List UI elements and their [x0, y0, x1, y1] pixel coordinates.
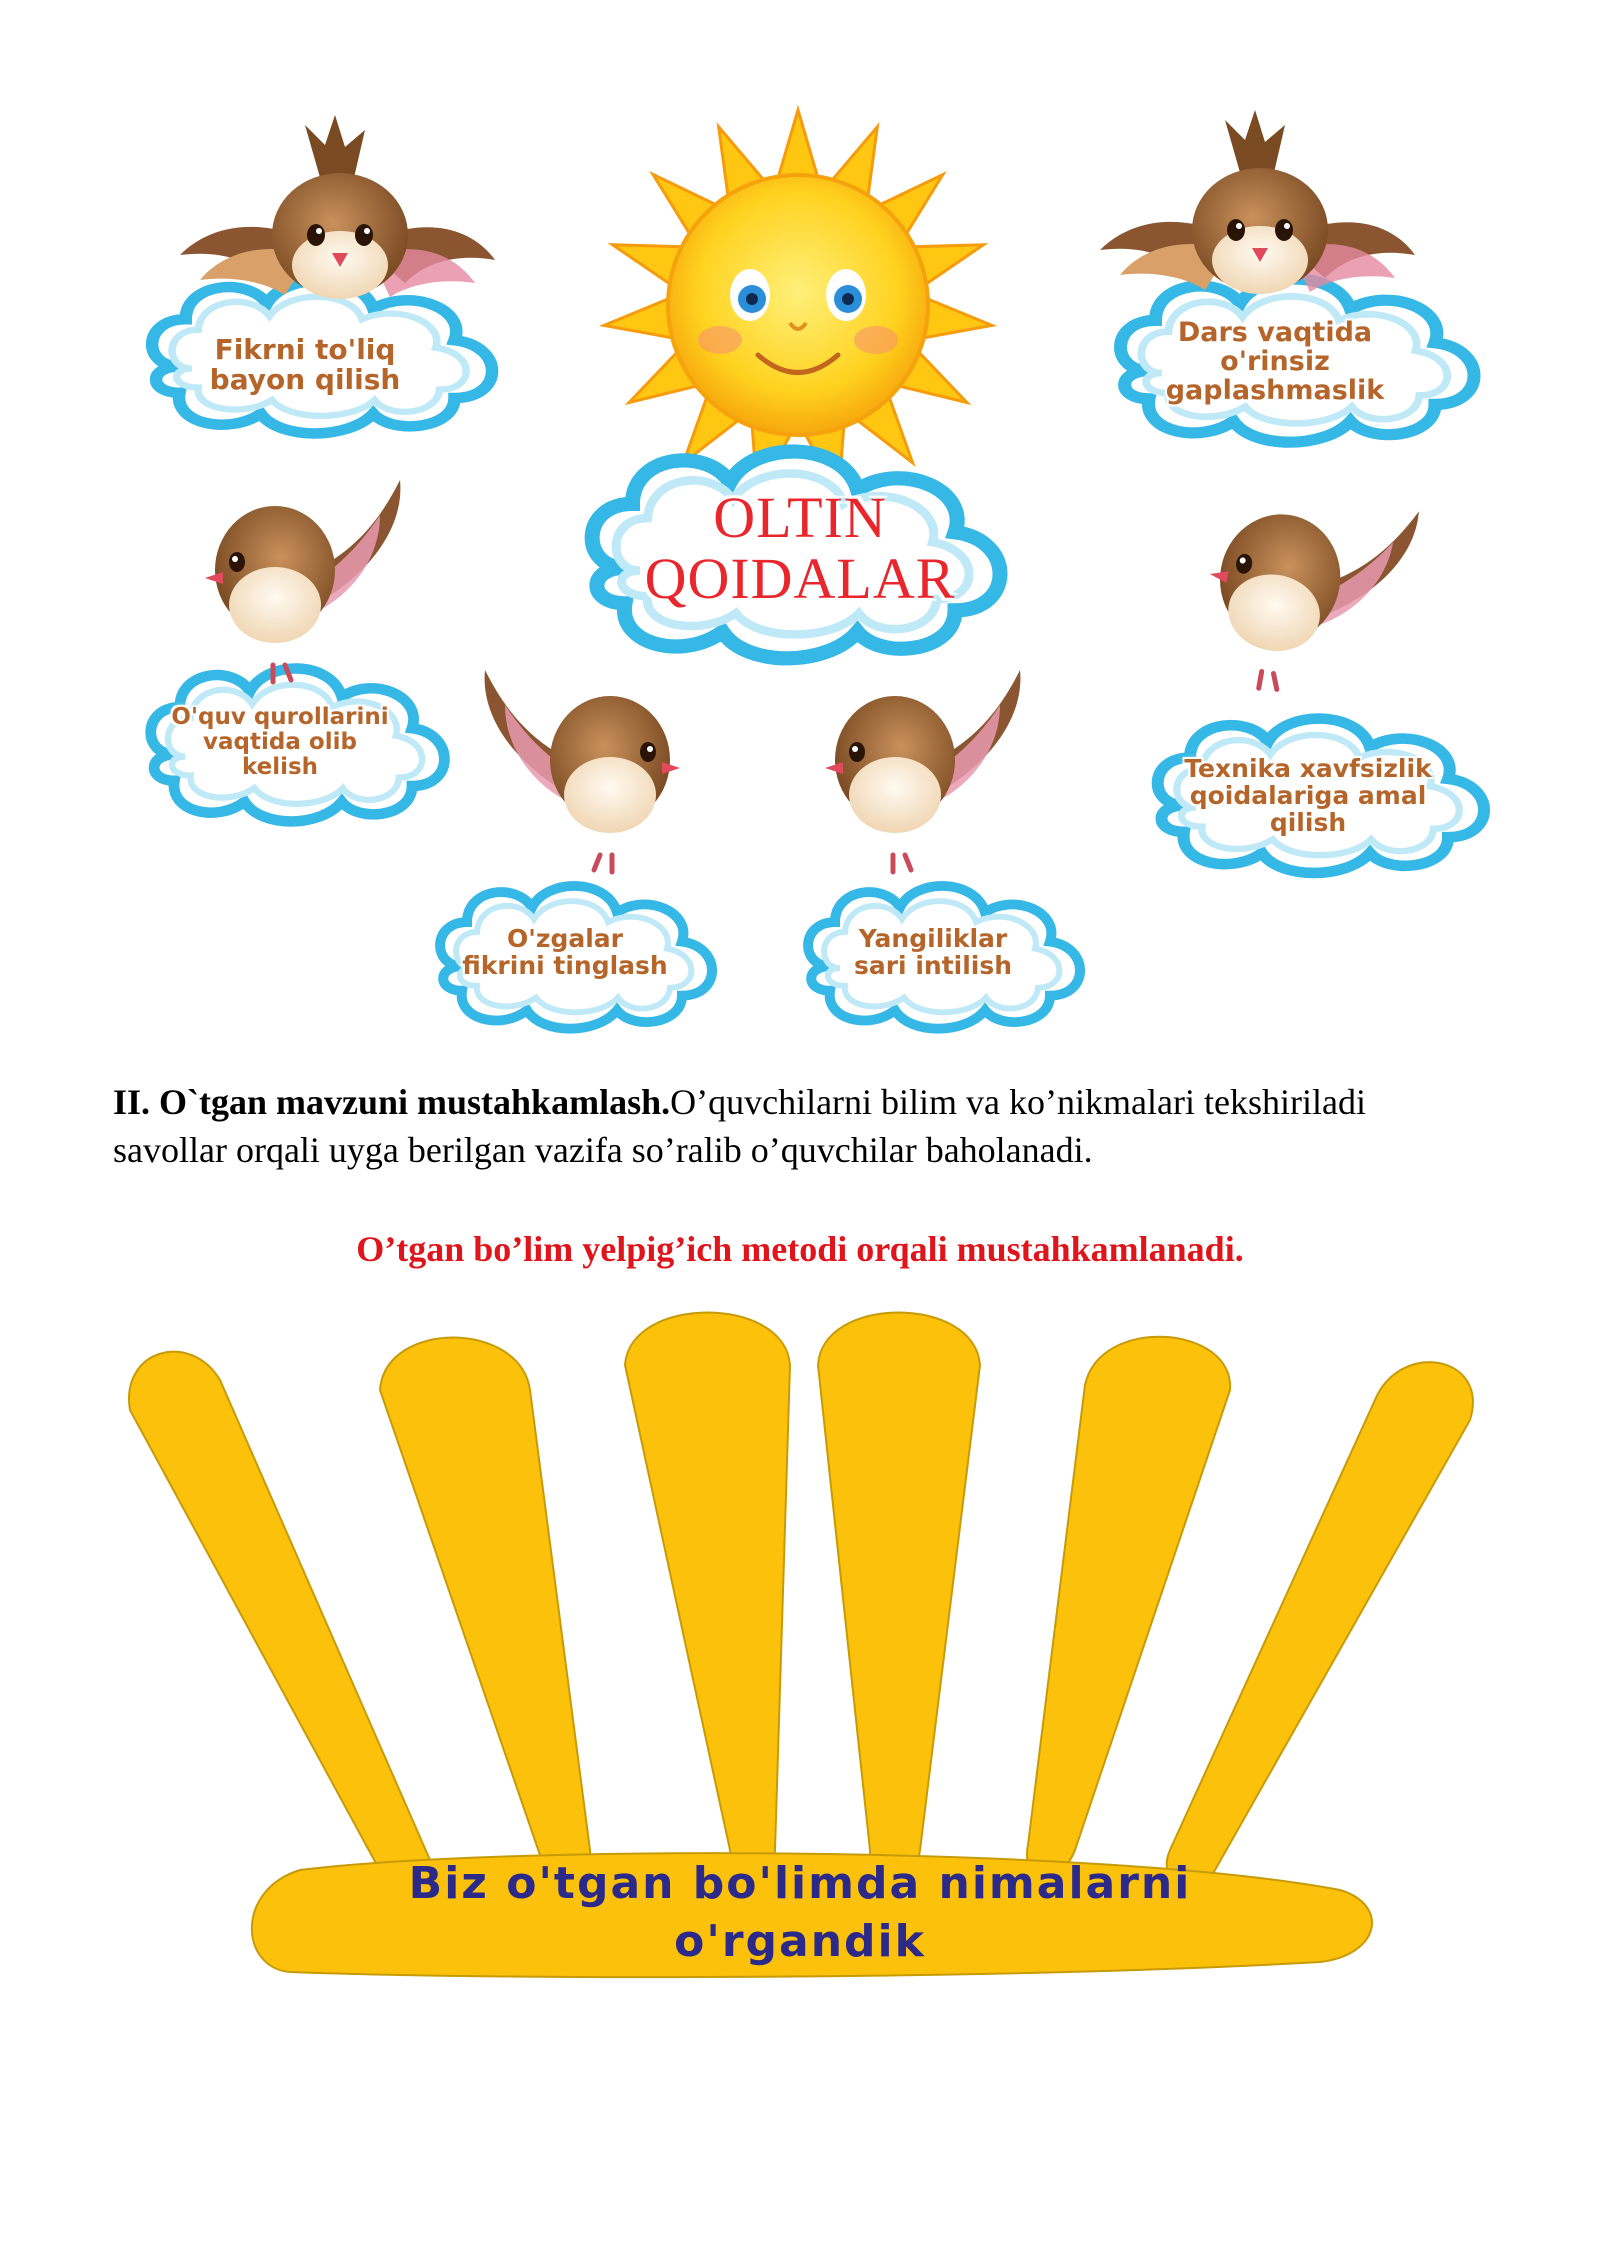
- bird-mid-left: [205, 480, 400, 682]
- rule-label-1: [180, 335, 430, 395]
- rule-label-4: [1168, 755, 1448, 836]
- rule-label-6: [813, 925, 1053, 979]
- fan-caption-line-1: Biz o'tgan bo'limda nimalarni: [408, 1858, 1192, 1909]
- section-heading: II. O`tgan mavzuni mustahkamlash.: [113, 1082, 671, 1122]
- poster-title-line-1: OLTIN: [713, 485, 887, 550]
- rule-label-5: [445, 925, 685, 979]
- section-paragraph: [113, 1078, 1453, 1174]
- fan-blade-2: [380, 1338, 590, 1881]
- fan-blade-1: [129, 1352, 432, 1895]
- rule-6-line-1: Yangiliklar: [858, 924, 1008, 953]
- rule-3-line-1: O'quv qurollarini: [171, 704, 389, 730]
- rule-4-line-2: qoidalariga amal: [1189, 781, 1427, 810]
- fan-caption: [300, 1855, 1300, 1971]
- rule-label-3: [160, 705, 400, 779]
- bird-mid-right: [1192, 477, 1420, 710]
- rule-4-line-3: qilish: [1269, 808, 1347, 837]
- fan-blade-4: [818, 1313, 980, 1881]
- section-body: O’quvchilarni bilim va ko’nikmalari tekshiriladi savollar orqali uyga berilgan vazifa so’ralib o’quvchilar baholanadi.: [113, 1082, 1366, 1170]
- rule-4-line-1: Texnika xavfsizlik: [1184, 754, 1432, 783]
- rule-2-line-1: Dars vaqtida: [1177, 317, 1373, 348]
- bird-lower-right: [825, 670, 1020, 872]
- rule-5-line-1: O'zgalar: [507, 924, 623, 953]
- rule-3-line-2: vaqtida olib: [203, 728, 357, 755]
- fan-blade-3: [625, 1313, 790, 1881]
- bird-top-right: [1100, 110, 1415, 294]
- rule-2-line-3: gaplashmaslik: [1165, 375, 1385, 407]
- rule-label-2: [1140, 318, 1410, 405]
- poster-title: [600, 485, 1000, 611]
- fan-caption-line-2: o'rgandik: [674, 1916, 926, 1967]
- rule-1-line-2: bayon qilish: [209, 363, 401, 397]
- rule-2-line-2: o'rinsiz: [1220, 346, 1330, 378]
- rule-3-line-3: kelish: [241, 753, 319, 780]
- sun-illustration: [602, 110, 994, 500]
- method-line: O’tgan bo’lim yelpig’ich metodi orqali mustahkamlanadi.: [356, 1229, 1244, 1269]
- rule-6-line-2: sari intilish: [853, 951, 1013, 980]
- bird-lower-left: [485, 670, 680, 872]
- rule-1-line-1: Fikrni to'liq: [214, 333, 396, 366]
- poster-title-line-2: QOIDALAR: [644, 545, 956, 611]
- bird-top-left: [180, 115, 495, 299]
- rule-5-line-2: fikrini tinglash: [462, 951, 668, 980]
